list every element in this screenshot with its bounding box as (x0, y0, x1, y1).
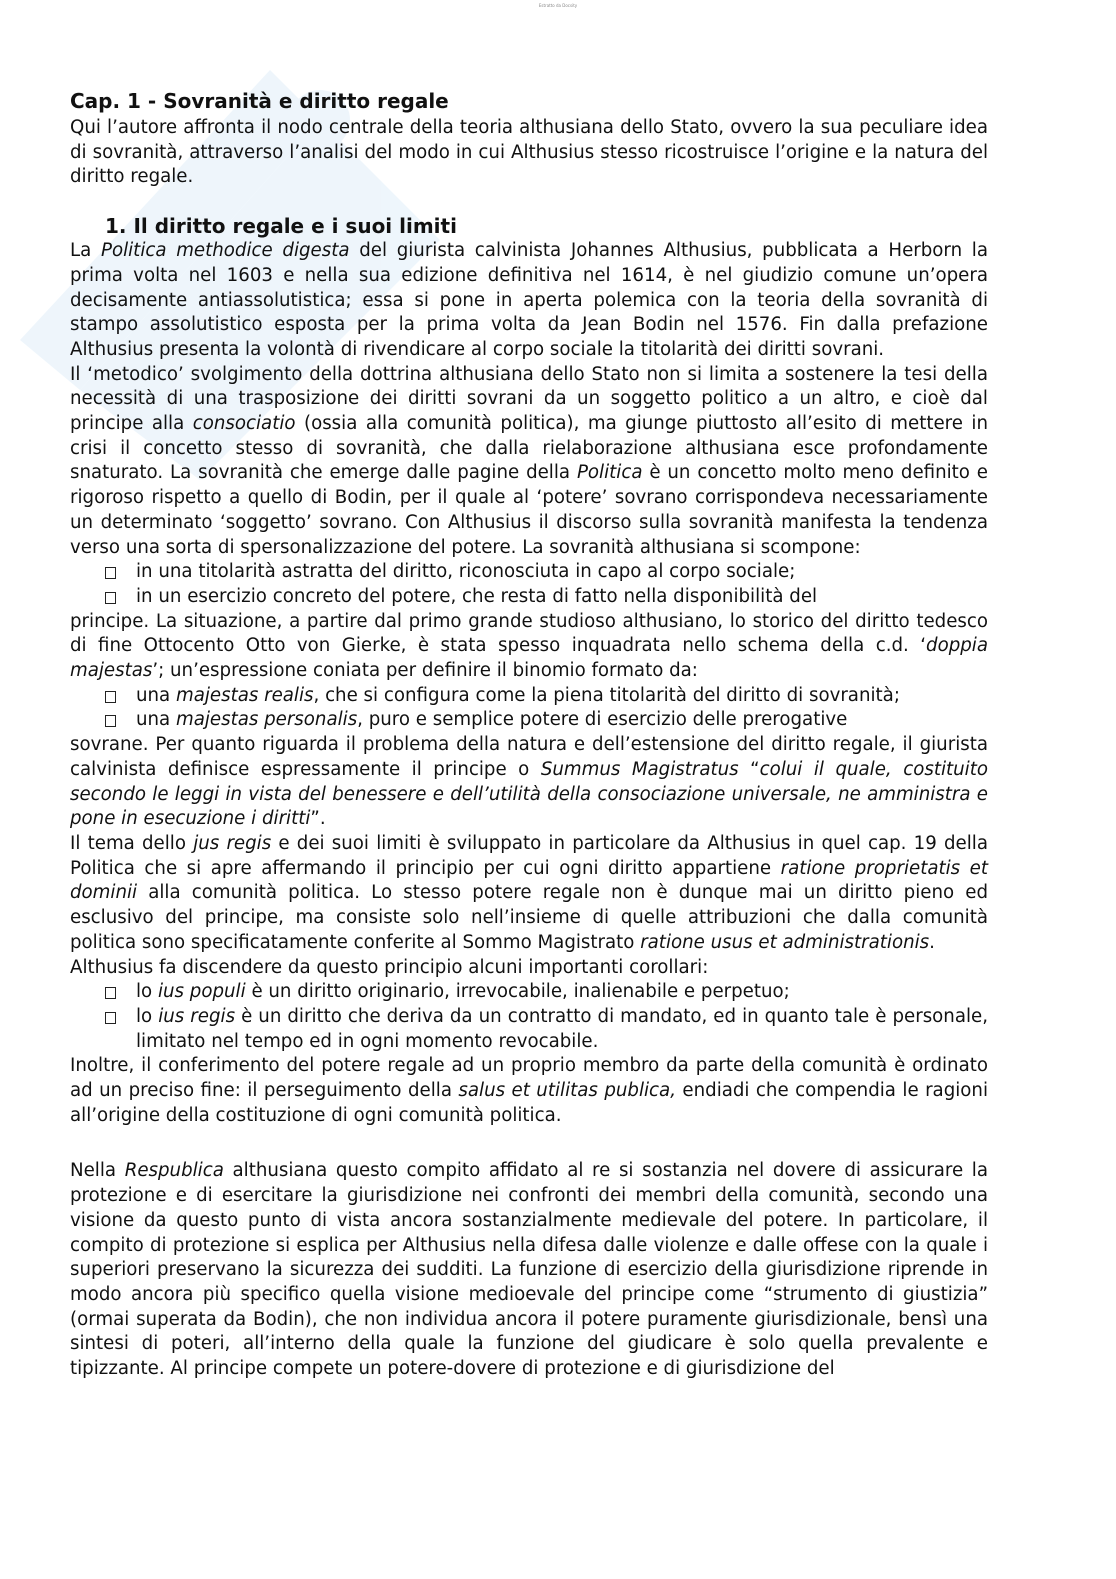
chapter-title: Cap. 1 - Sovranità e diritto regale (70, 89, 449, 113)
list-item: lo ius regis è un diritto che deriva da un contratto di mandato, ed in quanto tale è personale, limitato nel tempo ed in ogni momento revocabile. (70, 1005, 988, 1054)
list-item: una majestas realis, che si configura come la piena titolarità del diritto di sovranità; (70, 684, 988, 709)
header-mark: Estratto da Docsity (538, 3, 578, 8)
paragraph-8: Nella Respublica althusiana questo compito affidato al re si sostanzia nel dovere di assicurare la protezione e di esercitare la giurisdizione nei confronti dei membri della comunità, secondo una visione da questo punto di vista ancora sostanzialmente medievale del potere. In particolare, il compito di protezione si esplica per Althusius nella difesa dalle violenze e dalle offese con la quale i superiori preservano la sicurezza dei sudditi. La funzione di esercizio della giurisdizione riprende in modo ancora più specifico quella visione medioevale del principe come “strumento di giustizia” (ormai superata da Bodin), che non individua ancora il potere puramente giurisdizionale, bensì una sintesi di poteri, all’interno della quale la funzione del giudicare è solo quella prevalente e tipizzante. Al principe compete un potere-dovere di protezione e di giurisdizione del (70, 1160, 989, 1380)
list-item: una majestas personalis, puro e semplice potere di esercizio delle prerogative (70, 708, 988, 733)
list-item: lo ius populi è un diritto originario, irrevocabile, inalienabile e perpetuo; (70, 980, 988, 1005)
paragraph-1: La Politica methodice digesta del giurista calvinista Johannes Althusius, pubblicata a Herborn la prima volta nel 1603 e nella sua edizione definitiva nel 1614, è nel giudizio comune un’opera decisamente antiassolutistica; essa si pone in aperta polemica con la teoria della sovranità di stampo assolutistico esposta per la prima volta da Jean Bodin nel 1576. Fin dalla prefazione Althusius presenta la volontà di rivendicare al corpo sociale la titolarità dei diritti sovrani. (70, 240, 989, 360)
bullet-box-icon (105, 1012, 116, 1024)
paragraph-4: sovrane. Per quanto riguarda il problema della natura e dell’estensione del diritto regale, il giurista calvinista definisce espressamente il principe o Summus Magistratus “colui il quale, costituito secondo le leggi in vista del benessere e dell’utilità della consociazione universale, ne amministra e pone in esecuzione i diritti”. (70, 734, 988, 830)
list-item: in un esercizio concreto del potere, che resta di fatto nella disponibilità del (70, 585, 988, 610)
bullet-box-icon (105, 691, 116, 703)
chapter-intro: Qui l’autore affronta il nodo centrale della teoria althusiana dello Stato, ovvero la sua peculiare idea di sovranità, attraverso l’analisi del modo in cui Althusius stesso ricostruisce l’origine e la natura del diritto regale. (70, 117, 988, 188)
bullet-box-icon (105, 987, 116, 999)
corollaries-list (70, 980, 988, 1054)
list-item: in una titolarità astratta del diritto, riconosciuta in capo al corpo sociale; (70, 560, 988, 585)
bullet-box-icon (105, 567, 116, 579)
paragraph-2: Il ‘metodico’ svolgimento della dottrina althusiana dello Stato non si limita a sostenere la tesi della necessità di una trasposizione dei diritti sovrani da un soggetto politico a un altro, e cioè dal principe alla consociatio (ossia alla comunità politica), ma giunge piuttosto all’esito di mettere in crisi il concetto stesso di sovranità, che dalla rielaborazione althusiana esce profondamente snaturato. La sovranità che emerge dalle pagine della Politica è un concetto molto meno definito e rigoroso rispetto a quello di Bodin, per il quale al ‘potere’ sovrano corrispondeva necessariamente un determinato ‘soggetto’ sovrano. Con Althusius il discorso sulla sovranità manifesta la tendenza verso una sorta di spersonalizzazione del potere. La sovranità althusiana si scompone: (70, 363, 988, 558)
paragraph-6: Althusius fa discendere da questo principio alcuni importanti corollari: (70, 956, 709, 978)
bullet-box-icon (105, 715, 116, 727)
paragraph-5: Il tema dello jus regis e dei suoi limiti è sviluppato in particolare da Althusius in quel cap. 19 della Politica che si apre affermando il principio per cui ogni diritto appartiene ratione proprietatis et dominii alla comunità politica. Lo stesso potere regale non è dunque mai un diritto pieno ed esclusivo del principe, ma consiste solo nell’insieme di quelle attribuzioni che dalla comunità politica sono specificatamente conferite al Sommo Magistrato ratione usus et administrationis. (70, 832, 988, 953)
sovereignty-list (70, 560, 988, 609)
paragraph-3: principe. La situazione, a partire dal primo grande studioso althusiano, lo storico del diritto tedesco di fine Ottocento Otto von Gierke, è stata spesso inquadrata nello schema della c.d. ‘doppia majestas’; un’espressione coniata per definire il binomio formato da: (70, 610, 988, 682)
bullet-box-icon (105, 592, 116, 604)
paragraph-gap (70, 1128, 988, 1159)
majestas-list (70, 684, 988, 733)
paragraph-7: Inoltre, il conferimento del potere regale ad un proprio membro da parte della comunità è ordinato ad un preciso fine: il perseguimento della salus et utilitas publica, endiadi che compendia le ragioni all’origine della costituzione di ogni comunità politica. (70, 1055, 989, 1126)
section-title: 1. Il diritto regale e i suoi limiti (105, 214, 457, 239)
document-page (70, 86, 988, 1382)
